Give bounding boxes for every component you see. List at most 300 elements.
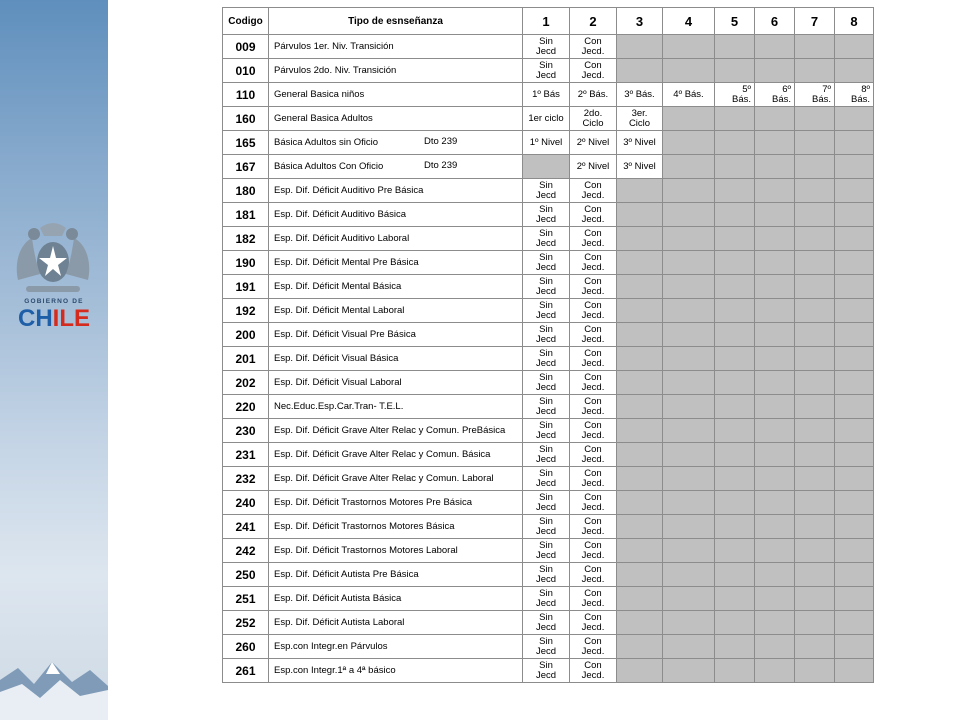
table-row (223, 131, 874, 155)
row-cell-2 (570, 635, 617, 659)
row-cell-6 (755, 611, 795, 635)
row-cell-1 (523, 251, 570, 275)
cell-text-line: Jecd. (581, 381, 605, 393)
row-code: 251 (223, 587, 269, 611)
cell-text-line: Jecd. (581, 213, 605, 225)
cell-text-line: Sin (539, 36, 553, 47)
row-cell-2 (570, 563, 617, 587)
row-cell-1 (523, 443, 570, 467)
row-code: 241 (223, 515, 269, 539)
header-col-4: 4 (663, 8, 715, 35)
row-cell-1 (523, 347, 570, 371)
row-cell-6 (755, 131, 795, 155)
row-cell-1 (523, 227, 570, 251)
row-type (269, 107, 523, 131)
row-type-label: Básica Adultos Con Oficio (274, 160, 384, 172)
row-cell-7 (795, 275, 835, 299)
cell-text-line: Jecd (535, 309, 557, 321)
row-code: 240 (223, 491, 269, 515)
row-type (269, 347, 523, 371)
cell-text-line: Jecd (535, 501, 557, 513)
row-cell-8 (835, 587, 874, 611)
row-cell-5 (715, 371, 755, 395)
row-cell-6 (755, 179, 795, 203)
cell-text-line: Sin (539, 252, 553, 263)
row-cell-1 (523, 299, 570, 323)
row-type-label: General Basica niños (274, 88, 365, 100)
coat-of-arms-icon (4, 218, 102, 300)
row-cell-7 (795, 395, 835, 419)
row-cell-3 (617, 467, 663, 491)
row-cell-2 (570, 299, 617, 323)
row-cell-1 (523, 275, 570, 299)
row-type (269, 467, 523, 491)
row-cell-1 (523, 515, 570, 539)
row-cell-3: 3º Nivel (617, 155, 663, 179)
row-code: 165 (223, 131, 269, 155)
row-cell-1 (523, 323, 570, 347)
row-cell-2 (570, 59, 617, 83)
row-cell-7 (795, 227, 835, 251)
cell-text-line: Con (584, 588, 602, 599)
row-cell-3 (617, 659, 663, 683)
row-cell-8 (835, 299, 874, 323)
row-type-label: Esp. Dif. Déficit Mental Básica (274, 280, 402, 292)
cell-text-line: Bás. (731, 93, 751, 105)
cell-text-line: Jecd (535, 213, 557, 225)
row-type (269, 419, 523, 443)
cell-text-line: Jecd. (581, 285, 605, 297)
cell-text-line: Jecd (535, 573, 557, 585)
cell-text-line: Jecd. (581, 357, 605, 369)
table-row (223, 515, 874, 539)
row-cell-7 (795, 299, 835, 323)
row-cell-3 (617, 59, 663, 83)
cell-text-line: Con (584, 36, 602, 47)
cell-text-line: Sin (539, 300, 553, 311)
row-cell-1 (523, 155, 570, 179)
table-row (223, 395, 874, 419)
row-cell-7 (795, 611, 835, 635)
cell-text-line: Jecd (535, 645, 557, 657)
row-cell-5 (715, 299, 755, 323)
cell-text-line: Con (584, 492, 602, 503)
row-cell-5 (715, 515, 755, 539)
cell-text-line: Jecd (535, 453, 557, 465)
cell-text-line: Sin (539, 588, 553, 599)
header-row (223, 8, 874, 35)
row-cell-3 (617, 491, 663, 515)
row-type (269, 515, 523, 539)
row-cell-8 (835, 515, 874, 539)
row-cell-2 (570, 419, 617, 443)
cell-text-line: Jecd. (581, 597, 605, 609)
cell-text-line: Jecd. (581, 189, 605, 201)
cell-text-line: Con (584, 300, 602, 311)
cell-text-line: Jecd (535, 477, 557, 489)
cell-text-line: Con (584, 60, 602, 71)
row-type (269, 251, 523, 275)
row-cell-2 (570, 227, 617, 251)
cell-text-line: Sin (539, 276, 553, 287)
brand-title (0, 306, 108, 332)
row-cell-1 (523, 395, 570, 419)
row-cell-5 (715, 563, 755, 587)
row-cell-3 (617, 419, 663, 443)
row-type-label: Párvulos 2do. Niv. Transición (274, 64, 397, 76)
row-cell-3 (617, 323, 663, 347)
cell-text-line: Jecd (535, 357, 557, 369)
cell-text-line: Jecd. (581, 333, 605, 345)
table-row (223, 587, 874, 611)
row-cell-3 (617, 539, 663, 563)
row-type (269, 275, 523, 299)
row-cell-4 (663, 515, 715, 539)
cell-text-line: Jecd (535, 69, 557, 81)
row-code: 260 (223, 635, 269, 659)
row-cell-7 (795, 131, 835, 155)
cell-text-line: Con (584, 564, 602, 575)
row-cell-5 (715, 59, 755, 83)
row-type-label: Esp. Dif. Déficit Auditivo Pre Básica (274, 184, 424, 196)
row-cell-3 (617, 443, 663, 467)
cell-text-line: 5º (742, 84, 751, 95)
cell-text-line: Jecd. (581, 429, 605, 441)
row-cell-7 (795, 179, 835, 203)
education-codes-table-wrapper (222, 7, 874, 683)
row-code: 182 (223, 227, 269, 251)
row-cell-5 (715, 419, 755, 443)
row-cell-1: 1º Nivel (523, 131, 570, 155)
row-cell-1 (523, 35, 570, 59)
cell-text-line: Jecd (535, 381, 557, 393)
row-cell-4 (663, 323, 715, 347)
cell-text-line: Sin (539, 516, 553, 527)
row-cell-7 (795, 491, 835, 515)
row-cell-6 (755, 515, 795, 539)
cell-text-line: Con (584, 660, 602, 671)
row-code: 231 (223, 443, 269, 467)
row-cell-6 (755, 155, 795, 179)
row-cell-4 (663, 59, 715, 83)
row-cell-6 (755, 491, 795, 515)
cell-text-line: Con (584, 444, 602, 455)
row-type (269, 83, 523, 107)
row-code: 252 (223, 611, 269, 635)
header-col-7: 7 (795, 8, 835, 35)
row-cell-8 (835, 347, 874, 371)
table-row (223, 203, 874, 227)
row-cell-6 (755, 299, 795, 323)
row-cell-7 (795, 419, 835, 443)
row-type (269, 635, 523, 659)
row-cell-5 (715, 587, 755, 611)
row-cell-7 (795, 323, 835, 347)
row-code: 191 (223, 275, 269, 299)
row-type-label: Esp. Dif. Déficit Grave Alter Relac y Comun. PreBásica (274, 424, 506, 436)
cell-text-line: Jecd (535, 429, 557, 441)
row-cell-6 (755, 635, 795, 659)
row-cell-4 (663, 443, 715, 467)
row-cell-4 (663, 155, 715, 179)
cell-text-line: Con (584, 204, 602, 215)
row-type-label: Esp.con Integr.en Párvulos (274, 640, 388, 652)
cell-text-line: Sin (539, 660, 553, 671)
row-cell-5 (715, 539, 755, 563)
cell-text-line: Jecd. (581, 69, 605, 81)
row-cell-8 (835, 539, 874, 563)
row-cell-5 (715, 179, 755, 203)
row-cell-2 (570, 347, 617, 371)
cell-text-line: Jecd. (581, 549, 605, 561)
header-tipo: Tipo de esnseñanza (269, 8, 523, 35)
row-code: 250 (223, 563, 269, 587)
row-type-label: Básica Adultos sin Oficio (274, 136, 379, 148)
row-cell-5 (715, 323, 755, 347)
cell-text-line: Jecd. (581, 261, 605, 273)
row-type-label: Esp. Dif. Déficit Auditivo Básica (274, 208, 406, 220)
row-type (269, 131, 523, 155)
cell-text-line: Con (584, 252, 602, 263)
row-cell-1 (523, 563, 570, 587)
cell-text-line: Bás. (771, 93, 791, 105)
row-cell-3 (617, 515, 663, 539)
table-row (223, 59, 874, 83)
row-cell-4 (663, 275, 715, 299)
row-cell-5 (715, 347, 755, 371)
row-cell-3 (617, 179, 663, 203)
cell-text-line: Jecd. (581, 573, 605, 585)
cell-text-line: Jecd. (581, 453, 605, 465)
cell-text-line: Con (584, 180, 602, 191)
row-cell-2 (570, 323, 617, 347)
row-cell-8 (835, 35, 874, 59)
row-cell-2: 2º Nivel (570, 131, 617, 155)
row-cell-8 (835, 227, 874, 251)
row-code: 180 (223, 179, 269, 203)
row-type-label: Esp.con Integr.1ª a 4ª básico (274, 664, 396, 676)
cell-text-line: Sin (539, 372, 553, 383)
row-cell-5 (715, 659, 755, 683)
cell-text-line: 3er. (631, 108, 648, 119)
row-cell-4 (663, 659, 715, 683)
table-row (223, 659, 874, 683)
cell-text-line: Con (584, 276, 602, 287)
row-cell-2 (570, 539, 617, 563)
row-cell-6 (755, 107, 795, 131)
row-cell-5 (715, 155, 755, 179)
row-cell-6 (755, 419, 795, 443)
row-cell-1 (523, 587, 570, 611)
table-row (223, 419, 874, 443)
row-code: 202 (223, 371, 269, 395)
row-cell-6 (755, 371, 795, 395)
row-cell-8 (835, 83, 874, 107)
cell-text-line: Jecd (535, 597, 557, 609)
cell-text-line: Sin (539, 564, 553, 575)
brand-subtitle: GOBIERNO DE (24, 298, 84, 305)
row-cell-2 (570, 467, 617, 491)
row-cell-4 (663, 179, 715, 203)
row-cell-3 (617, 371, 663, 395)
cell-text-line: Jecd (535, 525, 557, 537)
cell-text-line: Ciclo (582, 117, 604, 129)
cell-text-line: Jecd (535, 285, 557, 297)
table-row (223, 635, 874, 659)
row-type-label: Esp. Dif. Déficit Visual Laboral (274, 376, 402, 388)
row-type-label: Esp. Dif. Déficit Trastornos Motores Laboral (274, 544, 458, 556)
cell-text-line: Jecd (535, 549, 557, 561)
row-cell-2: 2º Nivel (570, 155, 617, 179)
row-type (269, 371, 523, 395)
row-cell-8 (835, 659, 874, 683)
row-cell-8 (835, 251, 874, 275)
row-cell-4 (663, 563, 715, 587)
row-cell-7 (795, 659, 835, 683)
row-cell-2 (570, 491, 617, 515)
cell-text-line: Sin (539, 228, 553, 239)
cell-text-line: Jecd. (581, 525, 605, 537)
table-row (223, 299, 874, 323)
row-cell-2 (570, 587, 617, 611)
row-type (269, 227, 523, 251)
row-cell-1 (523, 611, 570, 635)
row-type (269, 395, 523, 419)
row-cell-1: 1er ciclo (523, 107, 570, 131)
row-cell-6 (755, 467, 795, 491)
row-type-label: Párvulos 1er. Niv. Transición (274, 40, 394, 52)
row-cell-6 (755, 395, 795, 419)
cell-text-line: Jecd. (581, 405, 605, 417)
row-type (269, 563, 523, 587)
row-cell-7 (795, 635, 835, 659)
cell-text-line: 7º (822, 84, 831, 95)
table-row (223, 443, 874, 467)
row-cell-4 (663, 611, 715, 635)
row-cell-7 (795, 539, 835, 563)
cell-text-line: Con (584, 612, 602, 623)
row-cell-1 (523, 539, 570, 563)
header-col-8: 8 (835, 8, 874, 35)
cell-text-line: Con (584, 324, 602, 335)
row-cell-4 (663, 299, 715, 323)
row-cell-7 (795, 83, 835, 107)
row-cell-2 (570, 371, 617, 395)
brand-title-blue: CH (17, 305, 53, 332)
row-cell-4 (663, 419, 715, 443)
row-cell-6 (755, 587, 795, 611)
row-cell-6 (755, 443, 795, 467)
row-cell-8 (835, 395, 874, 419)
header-col-2: 2 (570, 8, 617, 35)
cell-text-line: 6º (782, 84, 791, 95)
row-cell-6 (755, 83, 795, 107)
row-cell-4 (663, 131, 715, 155)
row-cell-8 (835, 371, 874, 395)
sidebar-panel (0, 0, 108, 720)
cell-text-line: Jecd. (581, 309, 605, 321)
table-row (223, 347, 874, 371)
row-code: 190 (223, 251, 269, 275)
row-cell-6 (755, 35, 795, 59)
row-cell-3 (617, 395, 663, 419)
cell-text-line: Jecd (535, 333, 557, 345)
row-cell-5 (715, 443, 755, 467)
row-cell-1 (523, 659, 570, 683)
row-type-label: Esp. Dif. Déficit Trastornos Motores Básica (274, 520, 455, 532)
row-code: 009 (223, 35, 269, 59)
cell-text-line: Bás. (850, 93, 870, 105)
row-cell-6 (755, 539, 795, 563)
row-code: 181 (223, 203, 269, 227)
cell-text-line: Jecd. (581, 501, 605, 513)
row-cell-4 (663, 347, 715, 371)
row-cell-5 (715, 83, 755, 107)
cell-text-line: Con (584, 348, 602, 359)
table-row (223, 179, 874, 203)
row-code: 261 (223, 659, 269, 683)
row-cell-8 (835, 107, 874, 131)
row-cell-3 (617, 107, 663, 131)
row-type-label: Esp. Dif. Déficit Grave Alter Relac y Comun. Básica (274, 448, 491, 460)
cell-text-line: Con (584, 636, 602, 647)
row-type-label: Esp. Dif. Déficit Grave Alter Relac y Comun. Laboral (274, 472, 494, 484)
table-row (223, 323, 874, 347)
cell-text-line: Ciclo (628, 117, 651, 129)
row-code: 242 (223, 539, 269, 563)
row-cell-4 (663, 539, 715, 563)
table-row (223, 491, 874, 515)
cell-text-line: Jecd. (581, 645, 605, 657)
row-cell-4 (663, 395, 715, 419)
row-cell-8 (835, 491, 874, 515)
table-row (223, 227, 874, 251)
row-type (269, 155, 523, 179)
row-type (269, 179, 523, 203)
row-cell-5 (715, 131, 755, 155)
row-cell-3 (617, 635, 663, 659)
header-col-3: 3 (617, 8, 663, 35)
education-codes-table (222, 7, 874, 683)
row-cell-5 (715, 203, 755, 227)
row-cell-1: 1º Bás (523, 83, 570, 107)
table-row (223, 539, 874, 563)
row-cell-5 (715, 107, 755, 131)
row-cell-1 (523, 203, 570, 227)
cell-text-line: Sin (539, 180, 553, 191)
row-type-label: Esp. Dif. Déficit Autista Pre Básica (274, 568, 419, 580)
gobierno-logo (0, 218, 108, 336)
row-type-label: Esp. Dif. Déficit Visual Pre Básica (274, 328, 416, 340)
row-cell-5 (715, 251, 755, 275)
row-cell-1 (523, 419, 570, 443)
row-code: 167 (223, 155, 269, 179)
table-row (223, 251, 874, 275)
row-cell-7 (795, 467, 835, 491)
row-cell-8 (835, 635, 874, 659)
row-type (269, 299, 523, 323)
cell-text-line: Sin (539, 420, 553, 431)
row-cell-4 (663, 107, 715, 131)
row-code: 200 (223, 323, 269, 347)
row-cell-4 (663, 203, 715, 227)
row-cell-5 (715, 491, 755, 515)
row-code: 201 (223, 347, 269, 371)
cell-text-line: Con (584, 540, 602, 551)
row-cell-4 (663, 587, 715, 611)
header-col-6: 6 (755, 8, 795, 35)
row-cell-7 (795, 515, 835, 539)
